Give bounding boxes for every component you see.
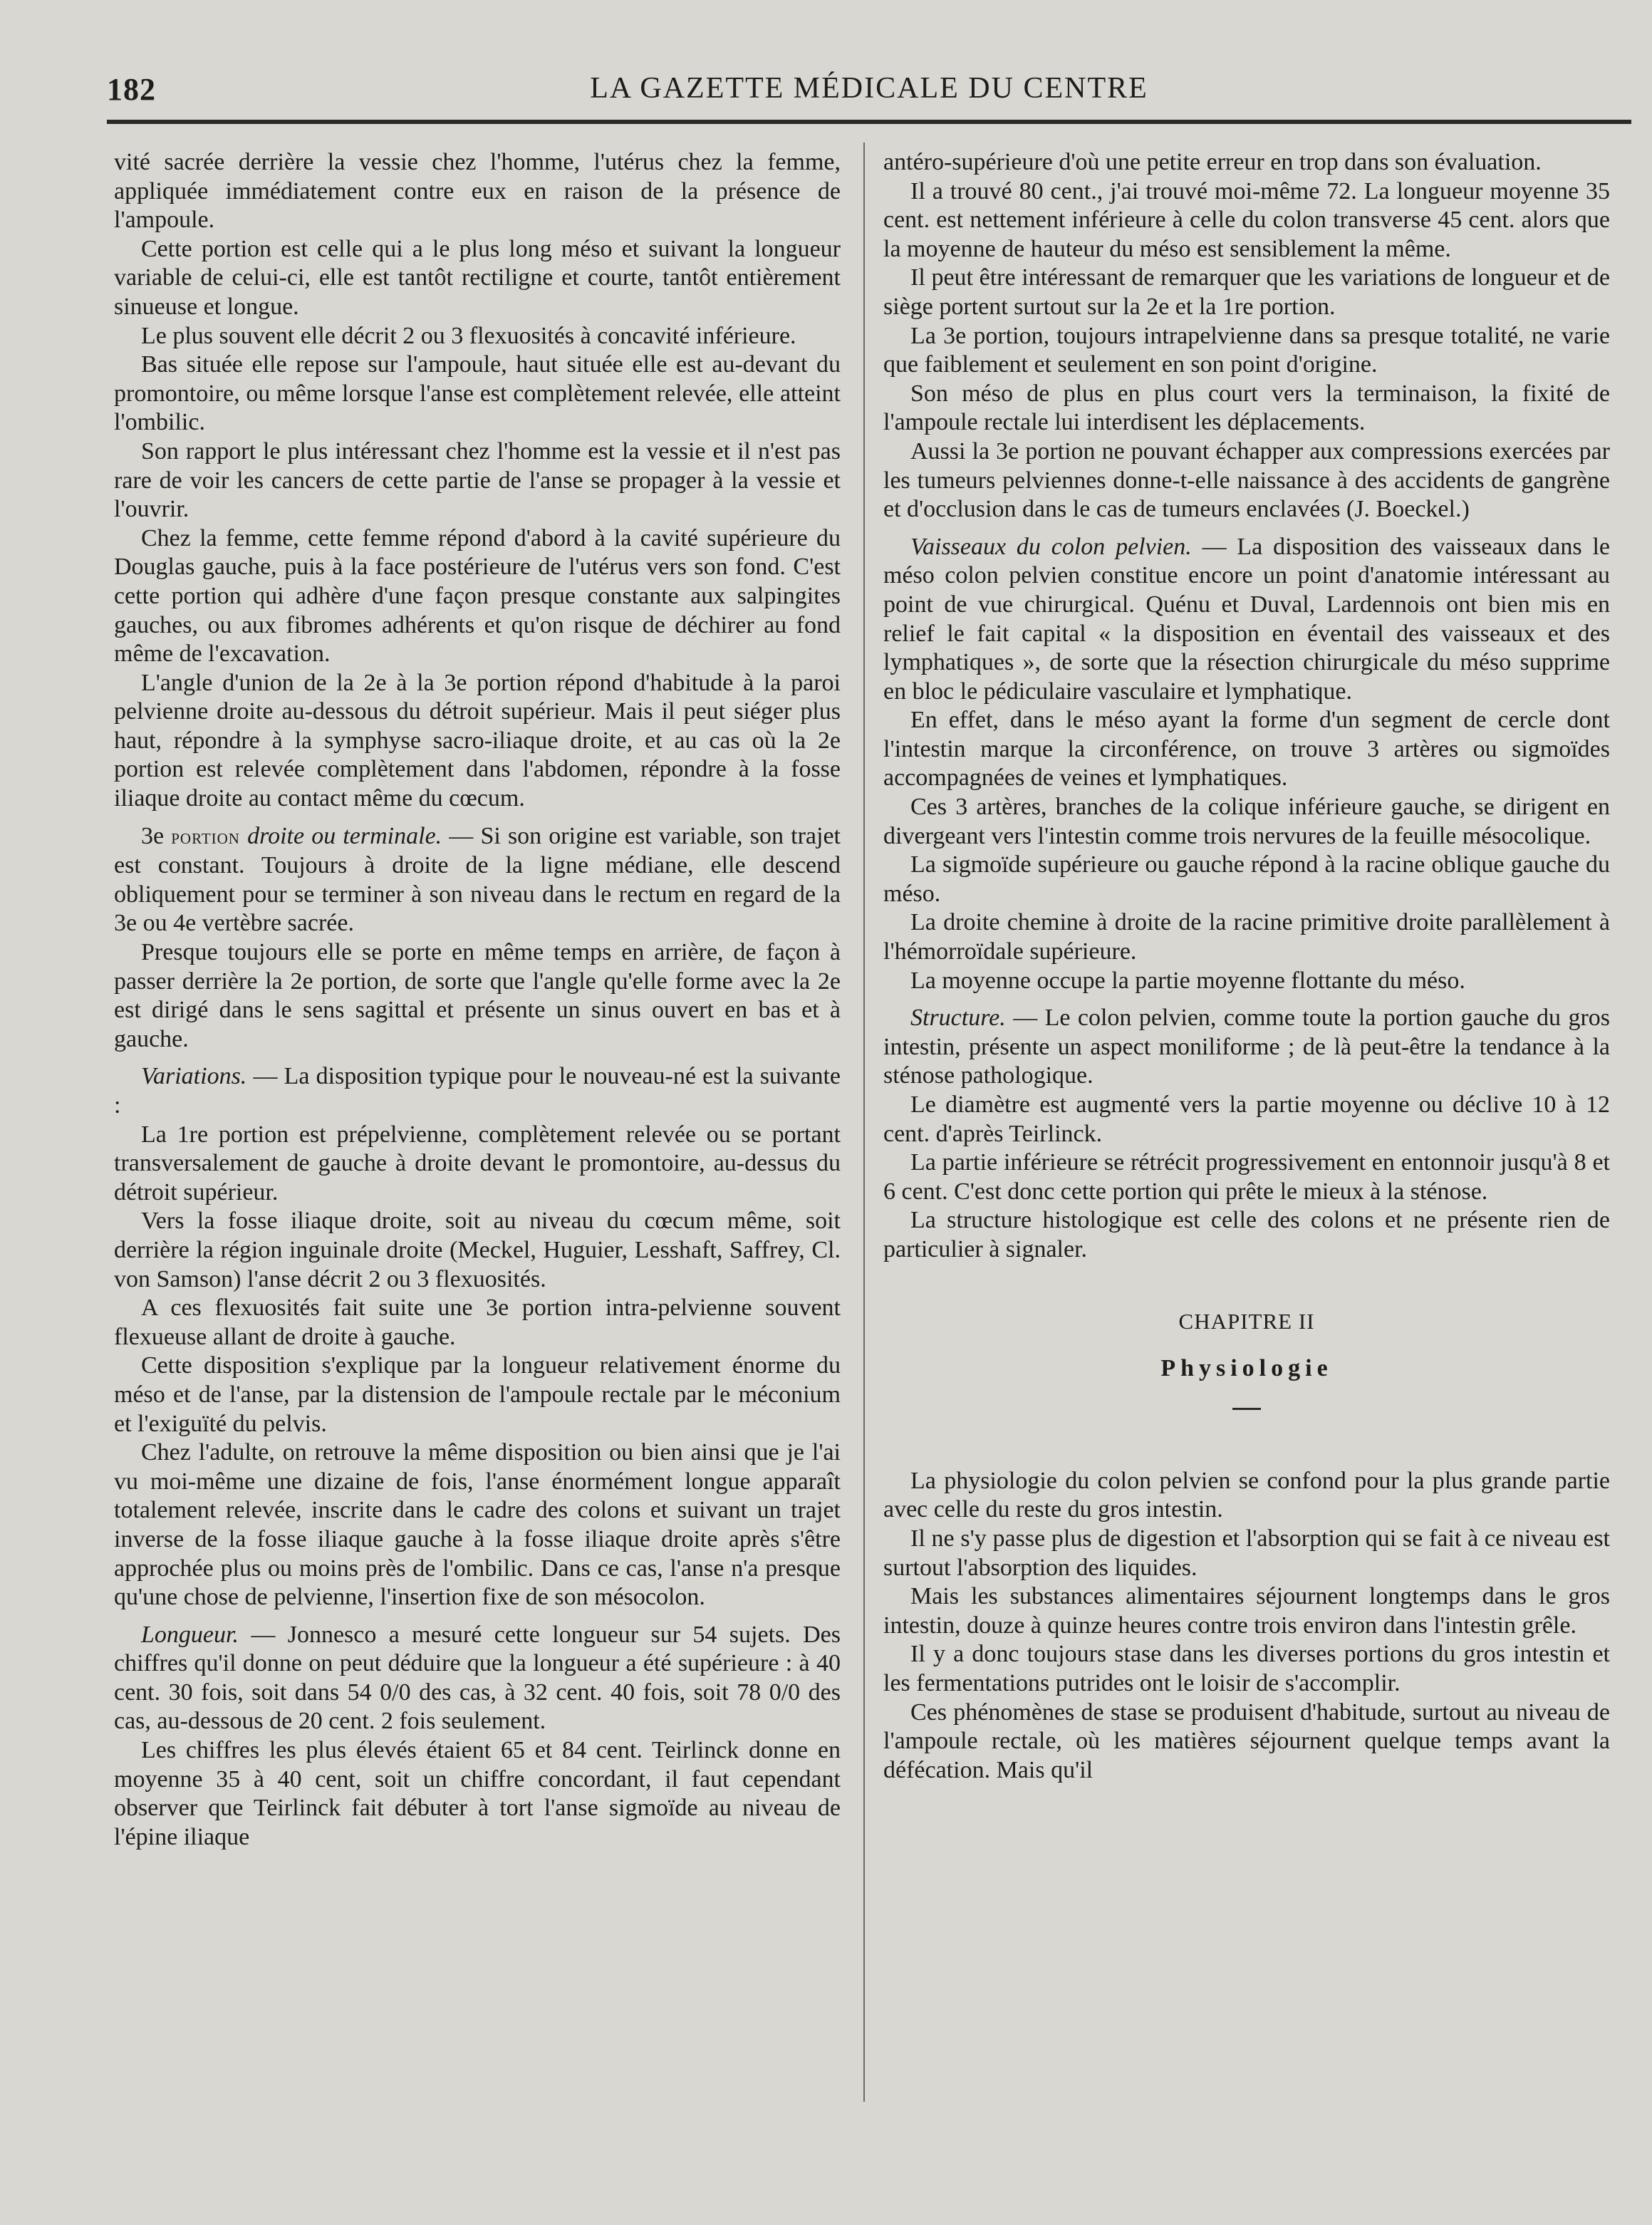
paragraph: Il peut être intéressant de remarquer que les variations de longueur et de siège portent surtout sur la 2e et la 1re portion. — [883, 264, 1610, 320]
section-label: Variations. — [141, 1063, 247, 1090]
section-text: — La disposition des vaisseaux dans le méso colon pelvien constitue encore un point d'anatomie intéressant au point de vue chirurgical. Quénu et Duval, Lardennois ont bien mis en relief le fait capital « la disposition en éventail des vaisseaux et des lymphatiques », de sorte que la résection chirurgicale du méso supprime en bloc le pédiculaire vasculaire et lymphatique. — [883, 533, 1610, 705]
paragraph: L'angle d'union de la 2e à la 3e portion répond d'habitude à la paroi pelvienne droite au-dessous du détroit supérieur. Mais il peut siéger plus haut, répondre à la symphyse sacro-iliaque droite, et au cas où la 2e portion est relevée complètement dans l'abdomen, répondre à la fosse iliaque droite au contact même du cœcum. — [114, 669, 841, 812]
chapter-title: Physiologie — [1160, 1355, 1333, 1382]
section-text: — Le colon pelvien, comme toute la portion gauche du gros intestin, présente un aspect moniliforme ; de là peut-être la tendance à la sténose pathologique. — [883, 1005, 1610, 1089]
paragraph: En effet, dans le méso ayant la forme d'un segment de cercle dont l'intestin marque la circonférence, on trouve 3 artères ou sigmoïdes accompagnées de veines et lymphatiques. — [883, 707, 1610, 792]
section-paragraph — [883, 533, 1610, 707]
paragraph: La physiologie du colon pelvien se confond pour la plus grande partie avec celle du reste du gros intestin. — [883, 1467, 1610, 1523]
paragraph: Mais les substances alimentaires séjournent longtemps dans le gros intestin, douze à quinze heures contre trois environ dans l'intestin grêle. — [883, 1583, 1610, 1639]
section-paragraph — [114, 1621, 841, 1736]
paragraph: Bas située elle repose sur l'ampoule, haut située elle est au-devant du promontoire, ou même lorsque l'anse est complètement relevée, elle atteint l'ombilic. — [114, 351, 841, 436]
paragraph: La structure histologique est celle des colons et ne présente rien de particulier à signaler. — [883, 1207, 1610, 1262]
section-paragraph — [114, 1062, 841, 1120]
paragraph: Chez la femme, cette femme répond d'abord à la cavité supérieure du Douglas gauche, puis à la face postérieure de l'utérus vers son fond. C'est cette portion qui adhère d'une façon presque constante aux salpingites gauches, ou aux fibromes adhérents et qu'on risque de déchirer au fond même de l'excavation. — [114, 524, 841, 668]
paragraph: Les chiffres les plus élevés étaient 65 et 84 cent. Teirlinck donne en moyenne 35 à 40 cent, soit un chiffre concordant, il faut cependant observer que Teirlinck fait débuter à tort l'anse sigmoïde au niveau de l'épine iliaque — [114, 1737, 841, 1850]
paragraph: Aussi la 3e portion ne pouvant échapper aux compressions exercées par les tumeurs pelviennes donne-t-elle naissance à des accidents de gangrène et d'occlusion dans le cas de tumeurs enclavées (J. Boeckel.) — [883, 437, 1610, 523]
paragraph: La 1re portion est prépelvienne, complètement relevée ou se portant transversalement de gauche à droite devant le promontoire, au-dessus du détroit supérieur. — [114, 1121, 841, 1205]
section-paragraph — [883, 1004, 1610, 1091]
paragraph: Cette disposition s'explique par la longueur relativement énorme du méso et de l'anse, par la distension de l'ampoule rectale par le méconium et l'exiguïté du pelvis. — [114, 1352, 841, 1437]
chapter-number: CHAPITRE II — [1178, 1308, 1315, 1334]
paragraph: antéro-supérieure d'où une petite erreur en trop dans son évaluation. — [883, 149, 1542, 175]
paragraph: Ces phénomènes de stase se produisent d'habitude, surtout au niveau de l'ampoule rectale, où les matières séjournent quelque temps avant la défécation. Mais qu'il — [883, 1698, 1610, 1783]
portion-number: 3e — [141, 822, 165, 849]
paragraph: La sigmoïde supérieure ou gauche répond à la racine oblique gauche du méso. — [883, 851, 1610, 907]
page-number: 182 — [107, 72, 156, 107]
section-text: — Si son origine est variable, son trajet est constant. Toujours à droite de la ligne médiane, elle descend obliquement pour se terminer à son niveau dans le rectum en regard de la 3e ou 4e vertèbre sacrée. — [114, 822, 841, 937]
paragraph: Chez l'adulte, on retrouve la même disposition ou bien ainsi que je l'ai vu moi-même une dizaine de fois, l'anse énormément longue apparaît totalement relevée, inscrite dans le cadre des colons et suivant un trajet inverse de la fosse iliaque gauche à la fosse iliaque droite après s'être approchée plus ou moins près de l'ombilic. Dans ce cas, l'anse n'a presque qu'une chose de pelvienne, l'insertion fixe de son mésocolon. — [114, 1439, 841, 1611]
journal-title: LA GAZETTE MÉDICALE DU CENTRE — [590, 72, 1148, 105]
left-column — [114, 148, 841, 1852]
section-label: Structure. — [910, 1005, 1006, 1032]
section-text: — La disposition typique pour le nouveau-né est la suivante : — [114, 1063, 841, 1119]
chapter-rule — [1232, 1408, 1261, 1410]
section-text: — Jonnesco a mesuré cette longueur sur 54 sujets. Des chiffres qu'il donne on peut déduire que la longueur a été supérieure : à 40 cent. 30 fois, soit dans 54 0/0 des cas, à 32 cent. 40 fois, soit 78 0/0 des cas, au-dessous de 20 cent. 2 fois seulement. — [114, 1621, 841, 1735]
section-label: Longueur. — [141, 1621, 239, 1648]
running-header — [107, 66, 1631, 115]
paragraph: Presque toujours elle se porte en même temps en arrière, de façon à passer derrière la 2e portion, de sorte que l'angle qu'elle forme avec la 2e est dirigé dans le sens sagittal et présente un sinus ouvert en bas et à gauche. — [114, 939, 841, 1052]
paragraph: La droite chemine à droite de la racine primitive droite parallèlement à l'hémorroïdale supérieure. — [883, 909, 1610, 965]
paragraph: Son méso de plus en plus court vers la terminaison, la fixité de l'ampoule rectale lui interdisent les déplacements. — [883, 380, 1610, 436]
section-paragraph — [114, 822, 841, 938]
paragraph: Il a trouvé 80 cent., j'ai trouvé moi-même 72. La longueur moyenne 35 cent. est nettement inférieure à celle du colon transverse 45 cent. alors que la moyenne de hauteur du méso est sensiblement la même. — [883, 177, 1610, 262]
section-label: droite ou terminale. — [247, 822, 442, 849]
paragraph: La moyenne occupe la partie moyenne flottante du méso. — [910, 967, 1465, 994]
section-label: Vaisseaux du colon pelvien. — [910, 533, 1192, 560]
paragraph: Ces 3 artères, branches de la colique inférieure gauche, se dirigent en divergeant vers l'intestin comme trois nervures de la feuille mésocolique. — [883, 794, 1610, 849]
column-divider — [863, 142, 865, 2102]
right-column — [883, 148, 1610, 1785]
paragraph: Son rapport le plus intéressant chez l'homme est la vessie et il n'est pas rare de voir les cancers de cette partie de l'anse se propager à la vessie et l'ouvrir. — [114, 437, 841, 523]
paragraph: La 3e portion, toujours intrapelvienne dans sa presque totalité, ne varie que faiblement et seulement en son point d'origine. — [883, 322, 1610, 378]
paragraph: Le diamètre est augmenté vers la partie moyenne ou déclive 10 à 12 cent. d'après Teirlinck. — [883, 1091, 1610, 1147]
paragraph: Cette portion est celle qui a le plus long méso et suivant la longueur variable de celui-ci, elle est tantôt rectiligne et courte, tantôt entièrement sinueuse et longue. — [114, 235, 841, 320]
portion-caps: portion — [171, 824, 240, 849]
paragraph: Le plus souvent elle décrit 2 ou 3 flexuosités à concavité inférieure. — [141, 322, 796, 349]
paragraph: vité sacrée derrière la vessie chez l'homme, l'utérus chez la femme, appliquée immédiatement contre eux en raison de la présence de l'ampoule. — [114, 149, 841, 234]
paragraph: Vers la fosse iliaque droite, soit au niveau du cœcum même, soit derrière la région inguinale droite (Meckel, Huguier, Lesshaft, Saffrey, Cl. von Samson) l'anse décrit 2 ou 3 flexuosités. — [114, 1208, 841, 1292]
paragraph: A ces flexuosités fait suite une 3e portion intra-pelvienne souvent flexueuse allant de droite à gauche. — [114, 1295, 841, 1350]
paragraph: Il ne s'y passe plus de digestion et l'absorption qui se fait à ce niveau est surtout l'absorption des liquides. — [883, 1525, 1610, 1581]
paragraph: Il y a donc toujours stase dans les diverses portions du gros intestin et les fermentations putrides ont le loisir de s'accomplir. — [883, 1641, 1610, 1696]
paragraph: La partie inférieure se rétrécit progressivement en entonnoir jusqu'à 8 et 6 cent. C'est donc cette portion qui prête le mieux à la sténose. — [883, 1149, 1610, 1205]
header-rule — [107, 120, 1631, 124]
